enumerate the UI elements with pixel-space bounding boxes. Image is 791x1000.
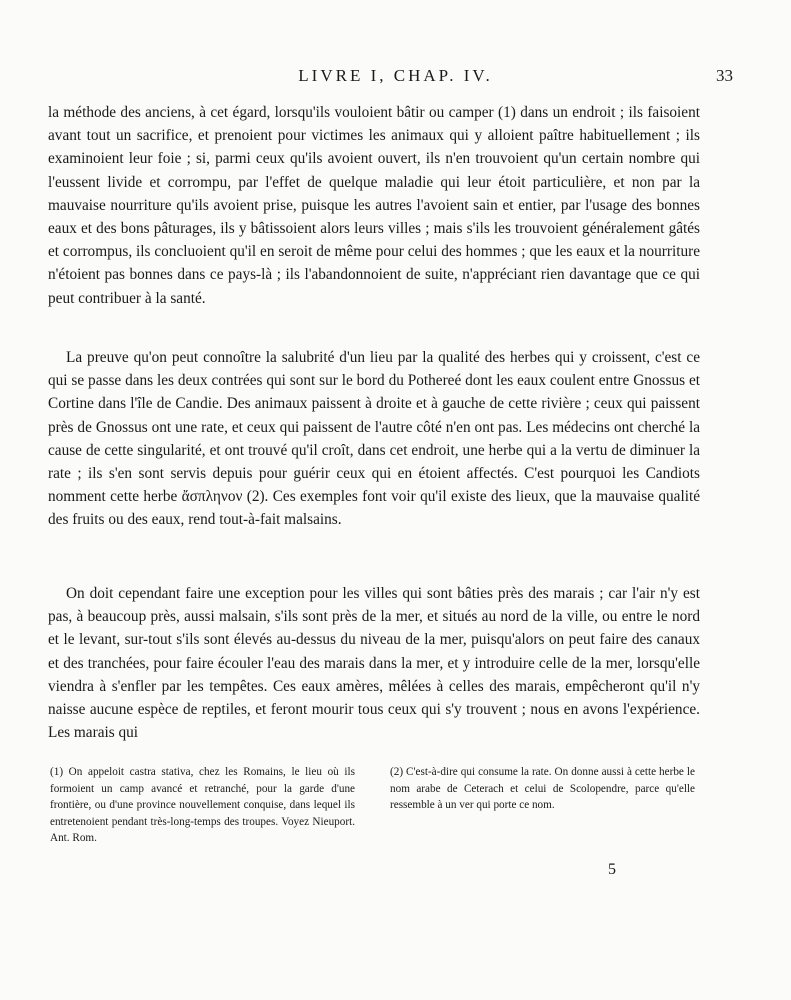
paragraph-1-container bbox=[48, 101, 700, 310]
paragraph-2: La preuve qu'on peut connoître la salubrité d'un lieu par la qualité des herbes qui y croissent, c'est ce qui se passe dans les deux contrées qui sont sur le bord du Pothereé dont les eaux coulent entre Gnossus et Cortine dans l'île de Candie. Des animaux paissent à droite et à gauche de cette rivière ; ceux qui paissent près de Gnossus ont une rate, et ceux qui paissent de l'autre côté n'en ont pas. Les médecins ont cherché la cause de cette singularité, et ont trouvé qu'il croît, dans cet endroit, une herbe qui a la vertu de diminuer la rate ; ils s'en sont servis depuis pour guérir ceux qui en étoient affectés. C'est pourquoi les Candiots nomment cette herbe ἄσπληνον (2). Ces exemples font voir qu'il existe des lieux, que la mauvaise qualité des fruits ou des eaux, rend tout-à-fait malsains. bbox=[48, 349, 700, 529]
page-number: 33 bbox=[716, 66, 733, 85]
running-head bbox=[48, 66, 743, 90]
paragraph-3: On doit cependant faire une exception pour les villes qui sont bâties près des marais ; car l'air n'y est pas, à beaucoup près, aussi malsain, s'ils sont près de la mer, et situés au nord de la ville, ou entre le nord et le levant, sur-tout s'ils sont élevés au-dessus du niveau de la mer, puisqu'alors on peut faire des canaux et des tranchées, pour faire écouler l'eau des marais dans la mer, et y introduire celle de la mer, lorsqu'elle viendra à s'enfler par les tempêtes. Ces eaux amères, mêlées à celles des marais, empêcheront qu'il n'y naisse aucune espèce de reptiles, et feront mourir tous ceux qui s'y trouvent ; nous en avons l'expérience. Les marais qui bbox=[48, 585, 700, 742]
chapter-title: LIVRE I, CHAP. IV. bbox=[298, 66, 493, 85]
paragraph-2-container bbox=[48, 346, 700, 532]
signature-mark: 5 bbox=[608, 861, 616, 878]
paragraph-1: la méthode des anciens, à cet égard, lorsqu'ils vouloient bâtir ou camper (1) dans un endroit ; ils faisoient avant tout un sacrifice, et prenoient pour victimes les animaux qui y alloient paître habituellement ; ils examinoient leur foie ; si, parmi ceux qu'ils avoient ouvert, ils n'en trouvoient qu'un certain nombre qui l'eussent livide et corrompu, par l'effet de quelque maladie qui leur étoit particulière, et non par la mauvaise nourriture qu'ils avoient prise, puisque les autres l'avoient sain et entier, par l'usage des bonnes eaux et des bons pâturages, ils y bâtissoient alors leurs villes ; mais s'ils les trouvoient généralement gâtés et corrompus, ils concluoient qu'il en seroit de même pour celui des hommes ; que les eaux et la nourriture n'étoient pas bonnes dans ce pays-là ; ils l'abandonnoient de suite, n'appréciant rien davantage que ce qui peut contribuer à la santé. bbox=[48, 104, 700, 307]
footnote-2: (2) C'est-à-dire qui consume la rate. On donne aussi à cette herbe le nom arabe de Ceterach et celui de Scolopendre, parce qu'elle ressemble à un ver qui porte ce nom. bbox=[390, 766, 695, 811]
footnote-1: (1) On appeloit castra stativa, chez les Romains, le lieu où ils formoient un camp avancé et retranché, pour la garde d'une frontière, ou d'une province nouvellement conquise, dans lequel ils entretenoient pendant très-long-temps des troupes. Voyez Nieuport. Ant. Rom. bbox=[50, 766, 355, 844]
paragraph-3-container bbox=[48, 582, 700, 744]
